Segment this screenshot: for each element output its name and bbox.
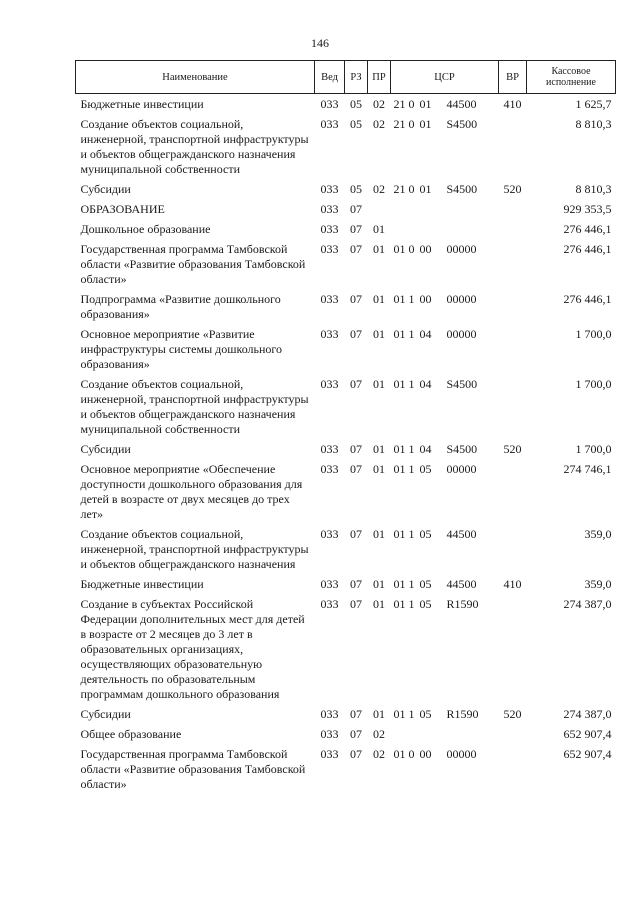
row-name: ОБРАЗОВАНИЕ (80, 202, 165, 216)
row-vr: 520 (503, 442, 522, 456)
row-vr (499, 594, 527, 704)
row-rz: 07 (350, 377, 362, 391)
row-name: Государственная программа Тамбовской области «Развитие образования Тамбовской области» (80, 242, 306, 286)
row-sum: 276 446,1 (563, 222, 612, 236)
row-sum: 274 387,0 (563, 707, 612, 721)
table-row (76, 439, 616, 459)
row-csr-part: 04 (419, 442, 432, 456)
row-rz: 07 (350, 727, 362, 741)
row-pr: 02 (373, 182, 385, 196)
header-ved: Вед (315, 61, 345, 94)
row-pr: 01 (373, 597, 385, 611)
row-name: Бюджетные инвестиции (80, 577, 204, 591)
row-csr (391, 94, 499, 115)
row-sum: 929 353,5 (563, 202, 612, 216)
row-csr (391, 724, 499, 744)
row-csr (391, 524, 499, 574)
row-pr: 01 (373, 462, 385, 476)
row-pr (368, 199, 391, 219)
row-csr-part: 05 (419, 707, 432, 721)
table-row (76, 94, 616, 115)
row-csr (391, 459, 499, 524)
row-csr (391, 199, 499, 219)
table-row (76, 114, 616, 179)
table-row (76, 744, 616, 794)
row-vr (499, 289, 527, 324)
row-csr-part: 21 (393, 97, 406, 111)
row-ved: 033 (320, 727, 339, 741)
row-csr-part: 00000 (446, 462, 477, 476)
row-ved: 033 (320, 377, 339, 391)
row-csr-part: 01 (419, 117, 432, 131)
row-csr-part: 1 (408, 327, 415, 341)
row-csr-part: 1 (408, 462, 415, 476)
row-pr: 01 (373, 442, 385, 456)
budget-table (75, 60, 616, 794)
row-ved: 033 (320, 527, 339, 541)
row-name: Подпрограмма «Развитие дошкольного образования» (80, 292, 281, 321)
row-pr: 02 (373, 97, 385, 111)
row-csr-part: 44500 (446, 527, 477, 541)
row-csr-part: 0 (408, 182, 415, 196)
row-vr (499, 374, 527, 439)
page-number: 146 (311, 36, 329, 50)
row-vr: 520 (503, 182, 522, 196)
row-vr (499, 724, 527, 744)
table-row (76, 574, 616, 594)
row-csr-part: 05 (419, 597, 432, 611)
row-ved: 033 (320, 222, 339, 236)
row-rz: 05 (350, 97, 362, 111)
row-csr (391, 374, 499, 439)
row-csr-part: 01 (393, 327, 406, 341)
row-sum: 274 387,0 (563, 597, 612, 611)
row-sum: 652 907,4 (563, 747, 612, 761)
row-rz: 05 (350, 117, 362, 131)
row-name: Создание объектов социальной, инженерной, транспортной инфраструктуры и объектов общегражданского назначения муниципальной собственности (80, 117, 309, 176)
row-csr-part: 05 (419, 462, 432, 476)
row-sum: 652 907,4 (563, 727, 612, 741)
row-csr-part: 04 (419, 327, 432, 341)
row-vr: 520 (503, 707, 522, 721)
row-csr-part: 05 (419, 577, 432, 591)
row-csr-part: 01 (393, 527, 406, 541)
row-ved: 033 (320, 292, 339, 306)
row-name: Основное мероприятие «Обеспечение доступности дошкольного образования для детей в возрасте от двух месяцев до трех лет» (80, 462, 303, 521)
table-row (76, 324, 616, 374)
row-vr: 410 (503, 577, 522, 591)
row-csr-part: 04 (419, 377, 432, 391)
row-csr-part: 01 (393, 577, 406, 591)
row-csr-part: 01 (393, 442, 406, 456)
row-ved: 033 (320, 97, 339, 111)
row-vr (499, 524, 527, 574)
row-ved: 033 (320, 202, 339, 216)
table-row (76, 179, 616, 199)
header-sum-line2: исполнение (546, 77, 596, 88)
row-ved: 033 (320, 597, 339, 611)
row-vr (499, 459, 527, 524)
row-csr-part: 0 (408, 97, 415, 111)
row-csr-part: 01 (393, 462, 406, 476)
row-rz: 07 (350, 222, 362, 236)
row-sum: 359,0 (584, 577, 612, 591)
row-csr-part: 21 (393, 117, 406, 131)
row-vr (499, 324, 527, 374)
row-csr-part: 00000 (446, 292, 477, 306)
row-csr-part: 21 (393, 182, 406, 196)
row-csr-part: 1 (408, 442, 415, 456)
row-ved: 033 (320, 182, 339, 196)
row-csr-part: 01 (393, 747, 406, 761)
row-pr: 01 (373, 377, 385, 391)
row-name: Дошкольное образование (80, 222, 211, 236)
row-rz: 07 (350, 202, 362, 216)
table-row (76, 724, 616, 744)
row-rz: 07 (350, 327, 362, 341)
row-csr-part: 1 (408, 527, 415, 541)
row-pr: 01 (373, 707, 385, 721)
row-name: Бюджетные инвестиции (80, 97, 204, 111)
header-vr: ВР (499, 61, 527, 94)
row-csr-part: 0 (408, 242, 415, 256)
row-rz: 07 (350, 707, 362, 721)
row-csr-part: S4500 (446, 377, 478, 391)
row-csr (391, 744, 499, 794)
row-name: Общее образование (80, 727, 182, 741)
table-header-row (76, 61, 616, 94)
table-row (76, 524, 616, 574)
row-csr (391, 114, 499, 179)
row-csr-part: S4500 (446, 442, 478, 456)
row-csr-part: 01 (393, 292, 406, 306)
row-sum: 1 625,7 (575, 97, 612, 111)
row-name: Субсидии (80, 707, 131, 721)
row-ved: 033 (320, 442, 339, 456)
table-row (76, 459, 616, 524)
header-sum-line1: Кассовое (551, 65, 591, 77)
row-vr (499, 744, 527, 794)
row-pr: 02 (373, 117, 385, 131)
header-pr: ПР (368, 61, 391, 94)
row-pr: 01 (373, 577, 385, 591)
row-csr (391, 704, 499, 724)
row-pr: 01 (373, 527, 385, 541)
row-csr (391, 219, 499, 239)
row-csr-part: 00000 (446, 747, 477, 761)
row-vr (499, 239, 527, 289)
row-csr-part: 0 (408, 117, 415, 131)
row-csr (391, 574, 499, 594)
row-pr: 01 (373, 327, 385, 341)
header-name: Наименование (76, 61, 315, 94)
row-sum: 276 446,1 (563, 242, 612, 256)
row-csr (391, 239, 499, 289)
row-ved: 033 (320, 707, 339, 721)
row-csr-part: 05 (419, 527, 432, 541)
row-csr-part: R1590 (446, 597, 479, 611)
row-sum: 1 700,0 (575, 442, 612, 456)
row-csr-part: 01 (419, 182, 432, 196)
header-sum (527, 61, 616, 94)
header-csr: ЦСР (391, 61, 499, 94)
row-csr-part: 1 (408, 597, 415, 611)
row-sum: 1 700,0 (575, 377, 612, 391)
row-name: Создание объектов социальной, инженерной, транспортной инфраструктуры и объектов общегражданского назначения (80, 527, 309, 571)
row-ved: 033 (320, 747, 339, 761)
row-ved: 033 (320, 327, 339, 341)
table-row (76, 239, 616, 289)
row-csr-part: 44500 (446, 97, 477, 111)
row-sum: 8 810,3 (575, 117, 612, 131)
row-pr: 02 (373, 727, 385, 741)
row-csr-part: 00 (419, 747, 432, 761)
row-vr: 410 (503, 97, 522, 111)
row-pr: 02 (373, 747, 385, 761)
row-csr-part: 00000 (446, 327, 477, 341)
row-csr-part: 00 (419, 242, 432, 256)
row-csr-part: 1 (408, 292, 415, 306)
row-rz: 07 (350, 577, 362, 591)
row-csr-part: 01 (393, 377, 406, 391)
table-row (76, 289, 616, 324)
row-rz: 07 (350, 747, 362, 761)
row-csr-part: 1 (408, 577, 415, 591)
row-rz: 05 (350, 182, 362, 196)
row-csr (391, 179, 499, 199)
row-vr (499, 114, 527, 179)
row-csr-part: S4500 (446, 117, 478, 131)
row-csr-part: 1 (408, 707, 415, 721)
row-name: Основное мероприятие «Развитие инфраструктуры системы дошкольного образования» (80, 327, 283, 371)
table-row (76, 199, 616, 219)
row-ved: 033 (320, 462, 339, 476)
row-vr (499, 199, 527, 219)
row-rz: 07 (350, 597, 362, 611)
row-ved: 033 (320, 577, 339, 591)
header-rz: РЗ (345, 61, 368, 94)
row-csr (391, 289, 499, 324)
row-pr: 01 (373, 292, 385, 306)
row-rz: 07 (350, 442, 362, 456)
row-csr-part: 01 (393, 707, 406, 721)
table-row (76, 219, 616, 239)
table-row (76, 594, 616, 704)
row-csr-part: 00 (419, 292, 432, 306)
row-csr (391, 594, 499, 704)
row-rz: 07 (350, 242, 362, 256)
row-name: Государственная программа Тамбовской области «Развитие образования Тамбовской области» (80, 747, 306, 791)
row-rz: 07 (350, 462, 362, 476)
row-csr-part: 1 (408, 377, 415, 391)
row-csr-part: 44500 (446, 577, 477, 591)
row-csr-part: 01 (393, 597, 406, 611)
table-row (76, 374, 616, 439)
row-csr-part: S4500 (446, 182, 478, 196)
row-sum: 274 746,1 (563, 462, 612, 476)
row-name: Субсидии (80, 182, 131, 196)
row-csr (391, 324, 499, 374)
table-body (76, 94, 616, 795)
row-csr-part: 01 (393, 242, 406, 256)
row-pr: 01 (373, 242, 385, 256)
row-rz: 07 (350, 527, 362, 541)
row-csr-part: 0 (408, 747, 415, 761)
row-name: Создание объектов социальной, инженерной, транспортной инфраструктуры и объектов общегражданского назначения муниципальной собственности (80, 377, 309, 436)
row-sum: 1 700,0 (575, 327, 612, 341)
row-sum: 8 810,3 (575, 182, 612, 196)
row-name: Создание в субъектах Российской Федерации дополнительных мест для детей в возрасте от 2 месяцев до 3 лет в образовательных организациях, осуществляющих образовательную деятельность по образовательным программам дошкольного образования (80, 597, 305, 701)
row-sum: 359,0 (584, 527, 612, 541)
row-name: Субсидии (80, 442, 131, 456)
row-ved: 033 (320, 117, 339, 131)
row-sum: 276 446,1 (563, 292, 612, 306)
row-rz: 07 (350, 292, 362, 306)
table-row (76, 704, 616, 724)
row-csr-part: 00000 (446, 242, 477, 256)
row-csr-part: 01 (419, 97, 432, 111)
row-ved: 033 (320, 242, 339, 256)
row-vr (499, 219, 527, 239)
row-csr-part: R1590 (446, 707, 479, 721)
row-csr (391, 439, 499, 459)
row-pr: 01 (373, 222, 385, 236)
